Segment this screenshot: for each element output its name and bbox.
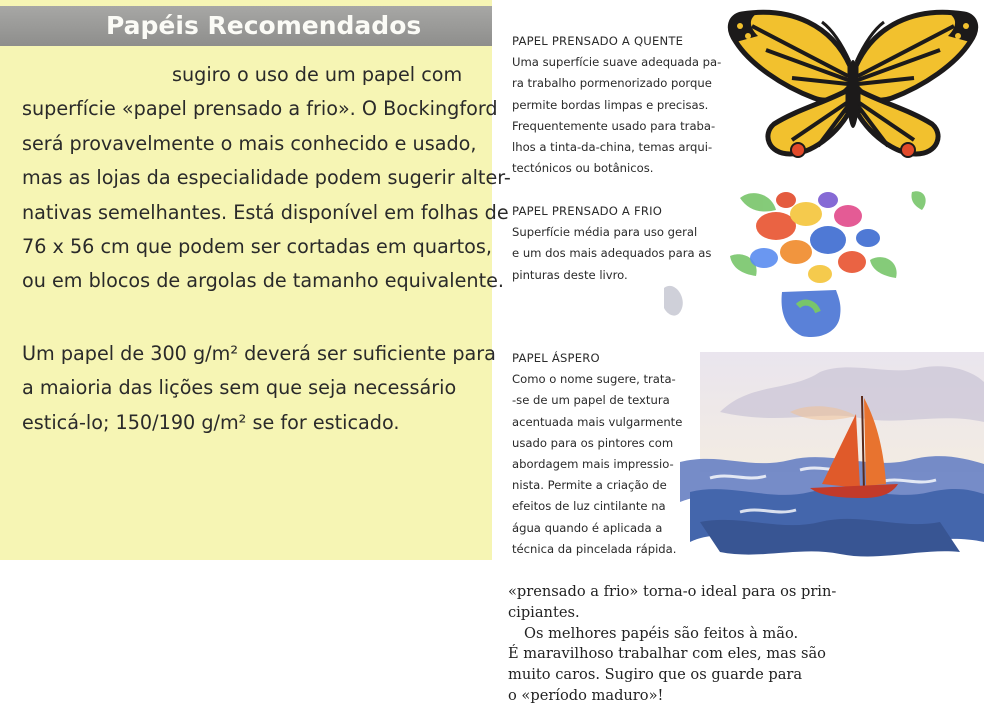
caption-line: Uma superfície suave adequada pa- (512, 55, 722, 70)
caption-line: acentuada mais vulgarmente (512, 414, 683, 429)
body-text (508, 582, 836, 707)
caption-title: PAPEL ÁSPERO (512, 351, 600, 365)
text-line: nativas semelhantes. Está disponível em folhas de (22, 200, 509, 224)
text-line: mas as lojas da especialidade podem sugerir alter- (22, 166, 511, 190)
caption-line: e um dos mais adequados para as (512, 246, 712, 261)
text-line: cipiantes. (508, 603, 580, 621)
caption-line: abordagem mais impressio- (512, 457, 674, 472)
caption-rough (512, 348, 682, 560)
box-paragraph-1 (22, 58, 511, 299)
box-title: Papéis Recomendados (0, 6, 492, 46)
text-line: o «período maduro»! (508, 686, 664, 704)
caption-line: nista. Permite a criação de (512, 478, 667, 493)
sailboat-sea-illustration (680, 352, 984, 562)
text-line: esticá-lo; 150/190 g/m² se for esticado. (22, 410, 400, 434)
text-line: será provavelmente o mais conhecido e usado, (22, 131, 477, 155)
text-line: Os melhores papéis são feitos à mão. (524, 624, 799, 642)
caption-line: lhos a tinta-da-china, temas arqui- (512, 140, 713, 155)
box-paragraph-2 (22, 337, 496, 440)
text-line: 76 x 56 cm que podem ser cortadas em quartos, (22, 235, 492, 259)
caption-hot-pressed (512, 31, 721, 179)
caption-line: Frequentemente usado para traba- (512, 118, 716, 133)
text-line: Um papel de 300 g/m² deverá ser suficiente para (22, 342, 496, 365)
recommendation-box (0, 0, 511, 560)
caption-title: PAPEL PRENSADO A FRIO (512, 204, 663, 218)
butterfly-illustration (722, 6, 984, 162)
caption-line: tectónicos ou botânicos. (512, 161, 654, 176)
caption-line: Superfície média para uso geral (512, 225, 698, 240)
caption-line: usado para os pintores com (512, 435, 674, 450)
text-line: «prensado a frio» torna-o ideal para os prin- (508, 583, 837, 600)
text-line: É maravilhoso trabalhar com eles, mas são (508, 645, 826, 663)
text-line: superfície «papel prensado a frio». O Bockingford (22, 97, 498, 121)
text-line: muito caros. Sugiro que os guarde para (508, 666, 803, 684)
text-line: ou em blocos de argolas de tamanho equivalente. (22, 269, 505, 293)
caption-line: permite bordas limpas e precisas. (512, 97, 709, 112)
text-line: a maioria das lições sem que seja necessário (22, 376, 457, 400)
caption-line: técnica da pincelada rápida. (512, 541, 677, 556)
caption-line: pinturas deste livro. (512, 267, 628, 282)
caption-title: PAPEL PRENSADO A QUENTE (512, 34, 684, 48)
caption-line: ra trabalho pormenorizado porque (512, 76, 712, 91)
caption-line: efeitos de luz cintilante na (512, 499, 666, 514)
caption-line: -se de um papel de textura (512, 393, 670, 408)
caption-line: Como o nome sugere, trata- (512, 372, 676, 387)
text-line: sugiro o uso de um papel com (172, 63, 463, 86)
flower-vase-illustration (652, 170, 934, 350)
caption-line: água quando é aplicada a (512, 520, 663, 535)
